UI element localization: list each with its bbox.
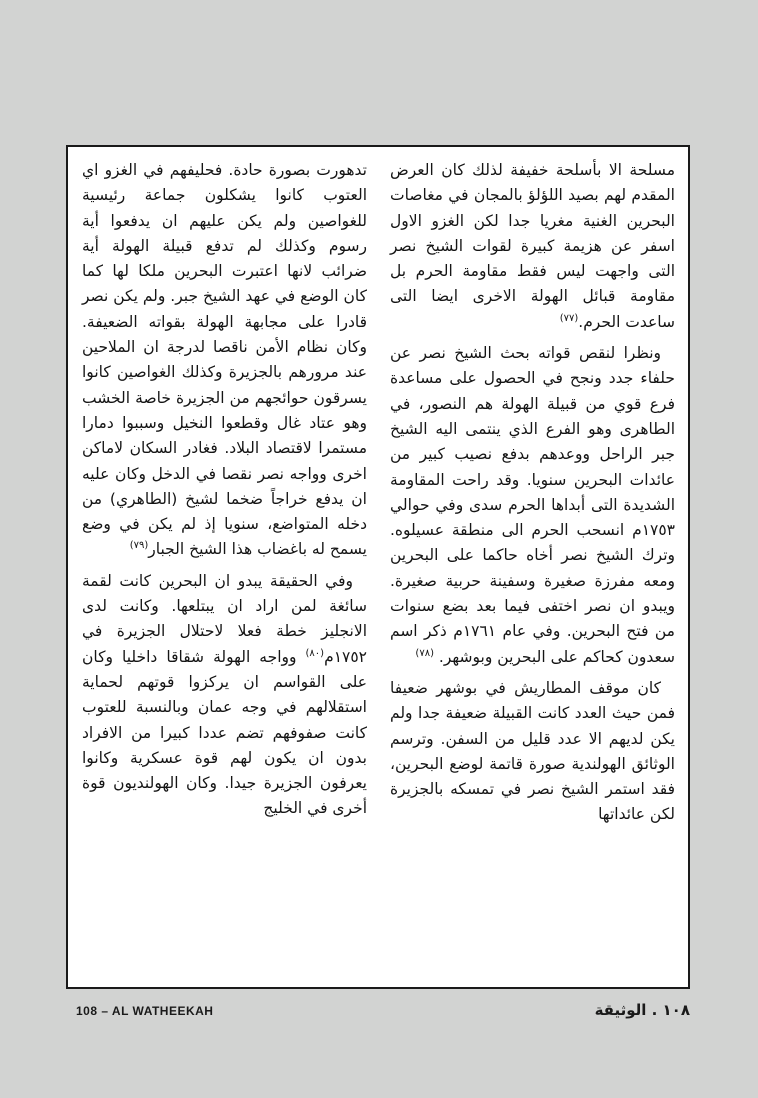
paragraph	[390, 676, 675, 828]
paragraph-text: كان موقف المطاريش في بوشهر ضعيفا فمن حيث العدد كانت القبيلة ضعيفة جدا ولم يكن لديهم الا عدد قليل من السفن. وترسم الوثائق الهولندية صورة قاتمة لوضع البحرين، فقد استمر الشيخ نصر في تمسكه بالجزيرة لكن عائداتها	[390, 678, 675, 824]
paragraph-text: تدهورت بصورة حادة. فحليفهم في الغزو اي العتوب كانوا يشكلون جماعة رئيسية للغواصين ولم يكن عليهم ان يدفعوا أية رسوم وكذلك لم تدفع قبيلة الهولة أية ضرائب لانها اعتبرت البحرين ملكا لها كما كان الوضع في عهد الشيخ جبر. ولم يكن نصر قادرا على مجابهة الهولة بقواته الضعيفة. وكان نظام الأمن ناقصا لدرجة ان الملاحين عند مرورهم بالجزيرة وكذلك الغواصين كانوا يسرقون حوائجهم من الجزيرة خاصة الخشب وهو عتاد غال وقطعوا النخيل وسببوا دمارا مستمرا لاقتصاد البلاد. فغادر السكان لاماكن اخرى وواجه نصر نقصا في الدخل وكان عليه ان يدفع خراجاً ضخما لشيخ (الطاهري) من دخله المتواضع، سنويا إذ لم يكن في وضع يسمح له باغضاب هذا الشيخ الجبار	[82, 161, 367, 559]
page-frame	[66, 145, 690, 989]
paragraph-text: وفي الحقيقة يبدو ان البحرين كانت لقمة سائغة لمن اراد ان يبتلعها. وكانت لدى الانجليز خطة فعلا لاحتلال الجزيرة في ١٧٥٢م	[82, 571, 367, 666]
footer-arabic: ١٠٨ . الوثيقة	[594, 1001, 690, 1019]
footnote-ref: (٧٨)	[415, 647, 434, 659]
paragraph-text: مسلحة الا بأسلحة خفيفة لذلك كان العرض المقدم لهم بصيد اللؤلؤ بالمجان في مغاصات البحرين الغنية مغريا جدا لكن الغزو الاول اسفر عن هزيمة كبيرة لقوات الشيخ نصر التى واجهت ليس فقط مقاومة الحرم بل مقاومة قبائل الهولة الاخرى ايضا التى ساعدت الحرم.	[390, 161, 675, 331]
footnote-ref: (٧٧)	[559, 312, 579, 324]
paragraph-text: وواجه الهولة شقاقا داخليا وكان على القواسم ان يركزوا قوتهم لحماية استقلالهم في وجه عمان وبالنسبة للعتوب كانت صفوفهم تضم عددا كبيرا من الافراد بدون ان يكون لهم قوة عسكرية وكانوا يعرفون الجزيرة جيدا. وكان الهولنديون قوة أخرى في الخليج	[82, 647, 367, 818]
footnote-ref: (٧٩)	[129, 540, 149, 552]
footer-english: 108 – AL WATHEEKAH	[76, 1004, 214, 1018]
page-footer	[66, 1001, 690, 1024]
paragraph	[82, 569, 367, 822]
footnote-ref: (٨٠)	[305, 647, 325, 659]
right-column	[390, 158, 675, 834]
paragraph	[390, 158, 675, 335]
paragraph	[82, 158, 367, 563]
left-column	[82, 158, 367, 828]
paragraph	[390, 341, 675, 670]
paragraph-text: ونظرا لنقص قواته بحث الشيخ نصر عن حلفاء جدد ونجح في الحصول على مساعدة فرع قوي من قبيلة الهولة هم النصور، في الطاهرى وهو الفرع الذي ينتمى اليه الشيخ جبر الراحل ووعدهم بدفع نصيب كبير من عائدات البحرين سنويا. وقد راحت المقاومة الشديدة التى أبداها الحرم سدى وفي حوالي ١٧٥٣م انسحب الحرم الى منطقة عسيلوه. وترك الشيخ نصر أخاه حاكما على البحرين ومعه مفرزة صغيرة وسفينة حربية صغيرة. ويبدو ان نصر اختفى فيما بعد بضع سنوات من فتح البحرين. وفي عام ١٧٦١م ذكر اسم سعدون كحاكم على البحرين وبوشهر.	[390, 344, 675, 666]
